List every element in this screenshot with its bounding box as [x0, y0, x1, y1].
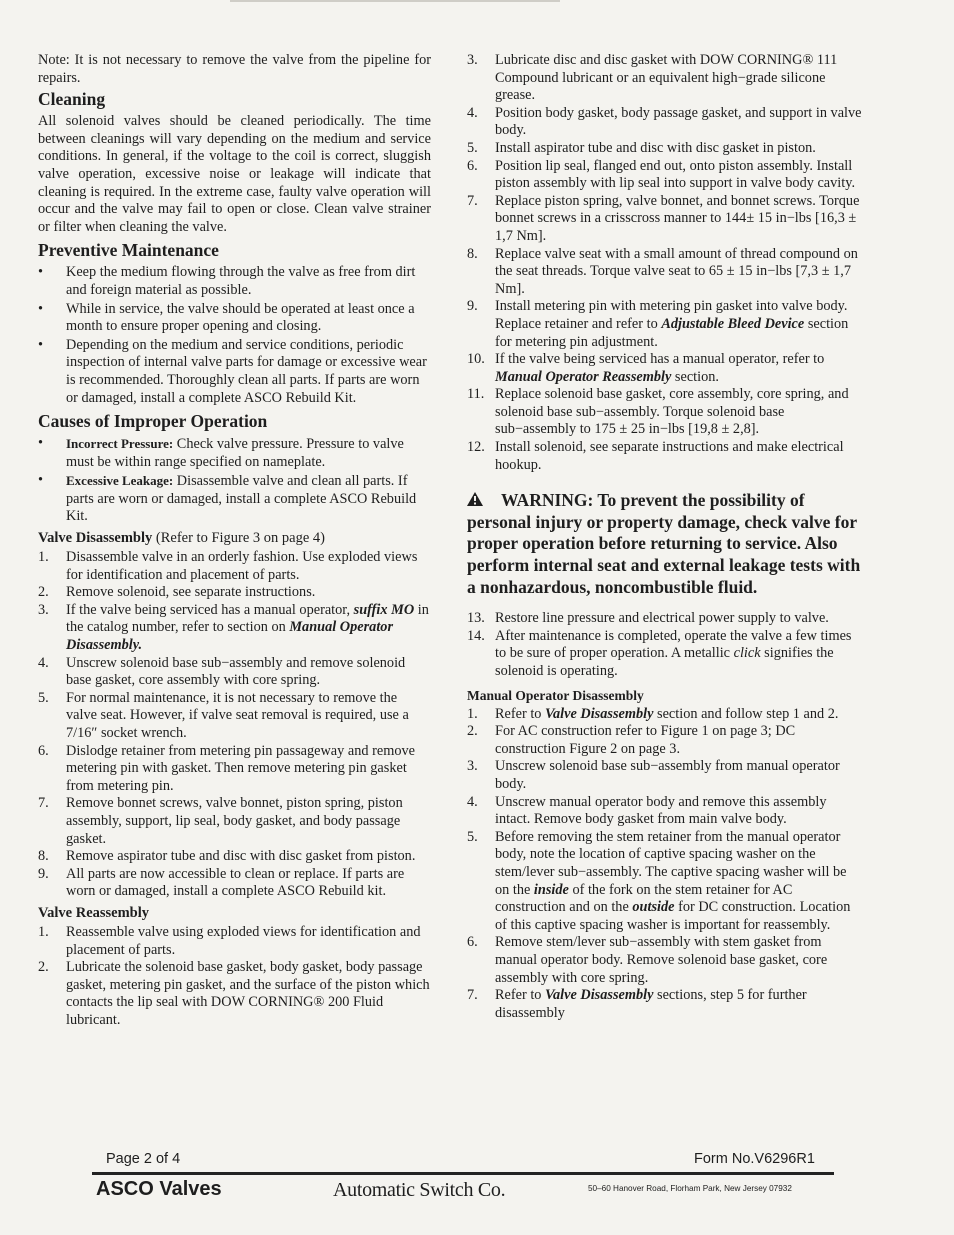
list-item: 2. Lubricate the solenoid base gasket, body gasket, body passage gasket, metering pin gasket, and the surface of the piston which contacts the lip seal with DOW CORNING® 200 Fluid lubricant.	[38, 959, 430, 1028]
causes-heading: Causes of Improper Operation	[38, 411, 268, 432]
list-item: 8. Replace valve seat with a small amount of thread compound on the seat threads. Torque valve seat to 65 ± 15 in−lbs [7,3 ± 1,7 Nm].	[467, 245, 858, 297]
warning-notice: WARNING: To prevent the possibility of personal injury or property damage, check valve for proper operation before returning to service. Also perform internal seat and external leakage tests with a nonhazardous, noncombustible fluid.	[467, 490, 861, 597]
causes-list	[38, 435, 431, 526]
warning-triangle-icon	[467, 490, 485, 512]
list-item: • Depending on the medium and service conditions, periodic inspection of internal valve parts for damage or excessive wear is recommended. Thoroughly clean all parts. If parts are worn or damaged, install a complete ASCO Rebuild Kit.	[38, 336, 427, 406]
list-item: 14. After maintenance is completed, operate the valve a few times to be sure of proper operation. A metallic click signifies the solenoid is operating.	[467, 627, 852, 679]
reassembly-heading: Valve Reassembly	[38, 904, 150, 921]
list-item: • Incorrect Pressure: Check valve pressure. Pressure to valve must be within range specified on nameplate.	[38, 435, 404, 470]
list-item: 4. Position body gasket, body passage gasket, and support in valve body.	[467, 104, 862, 139]
list-item: 4. Unscrew manual operator body and remove this assembly intact. Remove body gasket from main valve body.	[467, 793, 827, 828]
right-column	[467, 52, 863, 1022]
list-item: 11. Replace solenoid base gasket, core assembly, core spring, and solenoid base sub−assembly. Torque solenoid base sub−assembly to 175 ± 25 in−lbs [19,8 ± 2,8].	[467, 386, 849, 438]
list-item: • Keep the medium flowing through the valve as free from dirt and foreign material as possible.	[38, 264, 416, 298]
list-item: • Excessive Leakage: Disassemble valve and clean all parts. If parts are worn or damaged, install a complete ASCO Rebuild Kit.	[38, 472, 417, 525]
list-item: 6. Remove stem/lever sub−assembly with stem gasket from manual operator body. Remove solenoid base gasket, core assembly with core spring.	[467, 934, 828, 986]
list-item: 5. For normal maintenance, it is not necessary to remove the valve seat. However, if valve seat removal is required, use a 7/16″ socket wrench.	[38, 689, 409, 741]
list-item: 7. Remove bonnet screws, valve bonnet, piston spring, piston assembly, support, lip seal, body gasket, and body passage gasket.	[38, 795, 403, 847]
bullet-icon: •	[38, 300, 44, 317]
list-item: • While in service, the valve should be operated at least once a month to ensure proper opening and closing.	[38, 300, 415, 335]
manual-operator-steps	[467, 706, 863, 1023]
list-item: 2. Remove solenoid, see separate instructions.	[38, 584, 316, 601]
reassembly-steps	[38, 924, 431, 1030]
final-steps	[467, 610, 863, 680]
preventive-heading: Preventive Maintenance	[38, 240, 219, 261]
list-item: 6. Dislodge retainer from metering pin passageway and remove metering pin with gasket. Then remove metering pin gasket from metering pin.	[38, 742, 415, 794]
left-column	[38, 52, 431, 1030]
list-item: 1. Refer to Valve Disassembly section and follow step 1 and 2.	[467, 705, 839, 722]
list-item: 1. Disassemble valve in an orderly fashion. Use exploded views for identification and placement of parts.	[38, 549, 418, 583]
list-item: 1. Reassemble valve using exploded views for identification and placement of parts.	[38, 923, 421, 958]
list-item: 5. Before removing the stem retainer from the manual operator body, note the location of captive spacing washer on the stem/lever sub−assembly. The captive spacing washer will be on the inside of the fork on the stem retainer for AC construction and on the outside for DC construction. Location of this captive spacing washer is important for reassembly.	[467, 828, 851, 933]
footer-divider	[92, 1172, 834, 1175]
list-item: 7. Refer to Valve Disassembly sections, step 5 for further disassembly	[467, 987, 807, 1021]
disassembly-steps	[38, 549, 431, 901]
repair-note: Note: It is not necessary to remove the valve from the pipeline for repairs.	[38, 52, 431, 86]
company-name: Automatic Switch Co.	[333, 1179, 506, 1201]
brand-name: ASCO Valves	[96, 1178, 222, 1200]
cleaning-body: All solenoid valves should be cleaned periodically. The time between cleanings will vary depending on the medium and service conditions. In general, if the voltage to the coil is correct, sluggish valve operation, excessive noise or leakage will indicate that cleaning is required. In the extreme case, faulty valve operation will occur and the valve may fail to open or close. Clean valve strainer or filter when cleaning the valve.	[38, 113, 431, 235]
list-item: 4. Unscrew solenoid base sub−assembly and remove solenoid base gasket, core assembly with core spring.	[38, 654, 406, 689]
list-item: 9. Install metering pin with metering pin gasket into valve body. Replace retainer and refer to Adjustable Bleed Device section for metering pin adjustment.	[467, 298, 849, 350]
page-number: Page 2 of 4	[106, 1151, 181, 1167]
bullet-icon: •	[38, 472, 44, 489]
disassembly-heading: Valve Disassembly (Refer to Figure 3 on page 4)	[38, 530, 326, 547]
list-item: 6. Position lip seal, flanged end out, onto piston assembly. Install piston assembly with lip seal into support in valve body cavity.	[467, 157, 856, 192]
bullet-icon: •	[38, 264, 44, 281]
preventive-list	[38, 264, 431, 407]
list-item: 3. Unscrew solenoid base sub−assembly from manual operator body.	[467, 758, 840, 792]
list-item: 12. Install solenoid, see separate instructions and make electrical hookup.	[467, 439, 844, 473]
list-item: 7. Replace piston spring, valve bonnet, and bonnet screws. Torque bonnet screws in a crisscross manner to 144± 15 in−lbs [16,3 ± 1,7 Nm].	[467, 192, 860, 244]
list-item: 8. Remove aspirator tube and disc with disc gasket from piston.	[38, 848, 416, 865]
list-item: 9. All parts are now accessible to clean or replace. If parts are worn or damaged, install a complete ASCO Rebuild kit.	[38, 865, 405, 900]
list-item: 2. For AC construction refer to Figure 1 on page 3; DC construction Figure 2 on page 3.	[467, 723, 796, 757]
list-item: 5. Install aspirator tube and disc with disc gasket in piston.	[467, 139, 816, 156]
list-item: 3. If the valve being serviced has a manual operator, suffix MO in the catalog number, refer to section on Manual Operator Disassembly.	[38, 601, 429, 654]
bullet-icon: •	[38, 336, 44, 353]
company-address: 50–60 Hanover Road, Florham Park, New Jersey 07932	[588, 1184, 792, 1193]
scan-artifact	[230, 0, 560, 2]
list-item: 10. If the valve being serviced has a manual operator, refer to Manual Operator Reassembly section.	[467, 351, 825, 385]
form-number: Form No.V6296R1	[694, 1151, 815, 1167]
manual-operator-heading: Manual Operator Disassembly	[467, 687, 644, 703]
bullet-icon: •	[38, 435, 44, 452]
list-item: 3. Lubricate disc and disc gasket with DOW CORNING® 111 Compound lubricant or an equivalent high−grade silicone grease.	[467, 52, 838, 104]
reassembly-steps-continued	[467, 52, 863, 474]
cleaning-heading: Cleaning	[38, 89, 106, 110]
list-item: 13. Restore line pressure and electrical power supply to valve.	[467, 610, 829, 627]
